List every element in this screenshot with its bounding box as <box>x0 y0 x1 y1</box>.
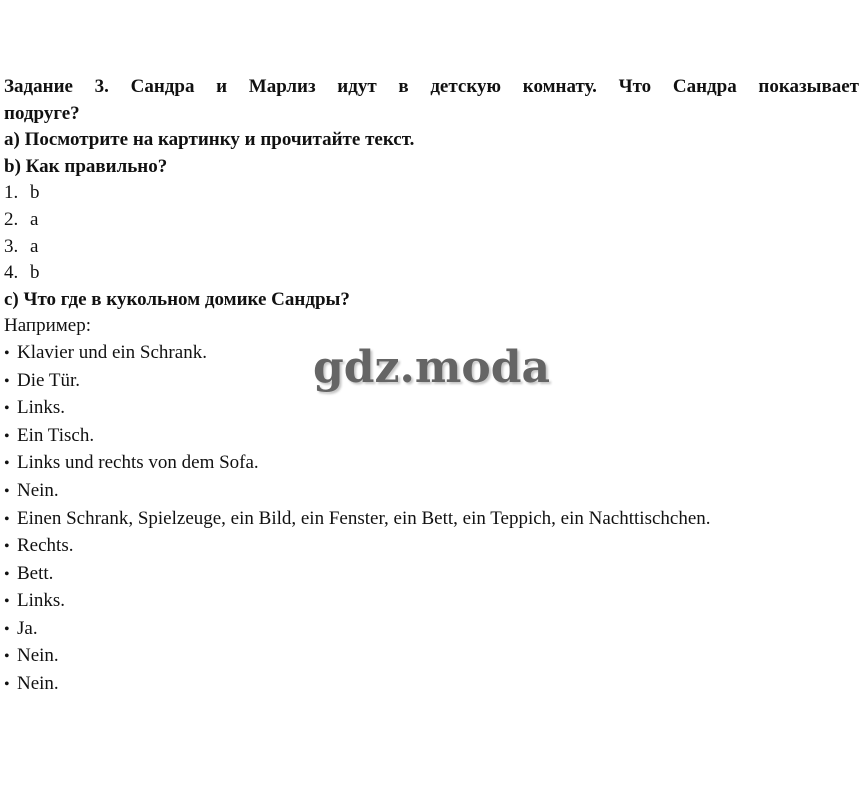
bullet-icon: • <box>4 510 10 528</box>
answer-b-item <box>4 180 859 207</box>
bullet-icon: • <box>4 648 10 666</box>
answer-c-text: Klavier und ein Schrank. <box>17 341 207 363</box>
answer-c-text: Links. <box>17 590 66 612</box>
bullet-icon: • <box>4 620 10 638</box>
answer-b-item <box>4 260 859 287</box>
answer-c-item <box>4 588 859 616</box>
answer-c-text: Ein Tisch. <box>17 424 95 446</box>
task-title-continuation: подруге? <box>4 102 80 124</box>
bullet-icon: • <box>4 565 10 583</box>
answer-c-item <box>4 533 859 561</box>
answer-c-text: Links. <box>17 397 66 419</box>
bullet-icon: • <box>4 400 10 418</box>
answer-c-item <box>4 671 859 699</box>
answer-b-number: 1. <box>4 182 19 204</box>
bullet-icon: • <box>4 593 10 611</box>
answer-c-text: Bett. <box>17 562 54 584</box>
bullet-icon: • <box>4 538 10 556</box>
answer-c-item <box>4 561 859 589</box>
answers-c-list <box>4 340 859 699</box>
answer-b-number: 4. <box>4 262 19 284</box>
bullet-icon: • <box>4 372 10 390</box>
answer-c-text: Ja. <box>17 617 38 639</box>
answer-b-item <box>4 234 859 261</box>
answer-c-text: Die Tür. <box>17 369 80 391</box>
answer-c-item <box>4 643 859 671</box>
answer-b-number: 3. <box>4 235 19 257</box>
task-title: Задание 3. Сандра и Марлиз идут в детскую комнату. Что Сандра показывает <box>4 76 859 97</box>
bullet-icon: • <box>4 455 10 473</box>
answer-c-item <box>4 506 859 534</box>
answer-c-text: Nein. <box>17 479 59 501</box>
part-c-heading: c) Что где в кукольном домике Сандры? <box>4 288 350 310</box>
answer-c-item <box>4 395 859 423</box>
answer-b-value: a <box>30 208 39 230</box>
answer-c-text: Links und rechts von dem Sofa. <box>17 452 259 474</box>
answer-c-text: Einen Schrank, Spielzeuge, ein Bild, ein Fenster, ein Bett, ein Teppich, ein Nachttischchen. <box>17 507 711 529</box>
example-label: Например: <box>4 315 91 337</box>
answer-c-text: Rechts. <box>17 535 74 557</box>
answer-c-item <box>4 478 859 506</box>
answer-b-value: b <box>30 182 40 204</box>
bullet-icon: • <box>4 676 10 694</box>
watermark-logo: gdz.moda <box>313 342 551 393</box>
part-b-heading: b) Как правильно? <box>4 155 168 177</box>
bullet-icon: • <box>4 427 10 445</box>
answer-b-value: a <box>30 235 39 257</box>
bullet-icon: • <box>4 344 10 362</box>
answer-b-value: b <box>30 262 40 284</box>
answer-c-text: Nein. <box>17 673 59 695</box>
part-a-heading: a) Посмотрите на картинку и прочитайте текст. <box>4 129 415 151</box>
answers-b-list <box>4 180 859 286</box>
answer-b-number: 2. <box>4 208 19 230</box>
answer-c-item <box>4 450 859 478</box>
answer-c-text: Nein. <box>17 645 59 667</box>
answer-b-item <box>4 207 859 234</box>
answer-c-item <box>4 423 859 451</box>
bullet-icon: • <box>4 482 10 500</box>
answer-c-item <box>4 616 859 644</box>
